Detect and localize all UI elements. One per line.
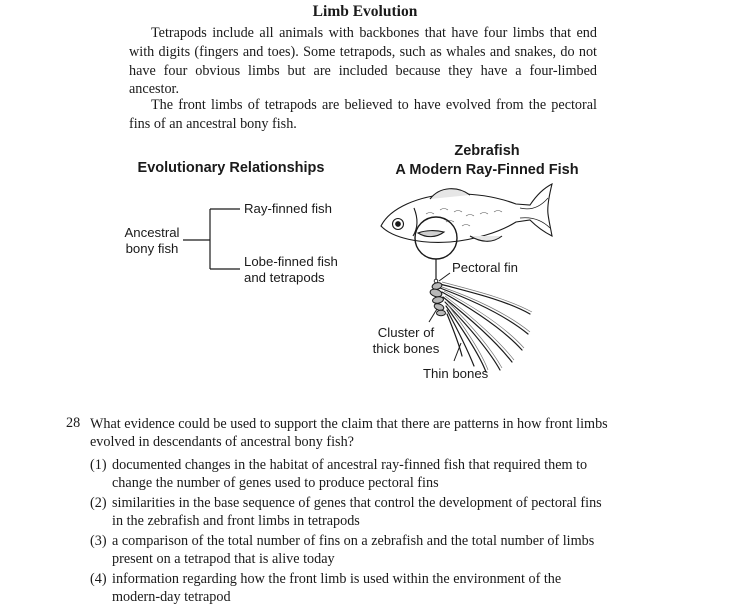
- cluster-bones-leader: [429, 309, 437, 322]
- tree-branch-lobe-line2: and tetrapods: [244, 270, 325, 285]
- answer-option-1[interactable]: [90, 456, 610, 492]
- tree-branch-lobe-line1: Lobe-finned fish: [244, 254, 338, 269]
- option-number: (2): [90, 495, 107, 511]
- zebrafish-body: [381, 184, 552, 242]
- question-number: 28: [66, 415, 81, 431]
- page-title: Limb Evolution: [312, 3, 418, 20]
- zebrafish-title-line1: Zebrafish: [454, 143, 520, 159]
- option-number: (4): [90, 571, 107, 587]
- option-number: (1): [90, 457, 107, 473]
- pectoral-fin-label: Pectoral fin: [452, 260, 518, 275]
- thin-bones-label: Thin bones: [423, 366, 489, 381]
- answer-option-4[interactable]: [90, 570, 610, 606]
- tree-branch-ray-finned: Ray-finned fish: [244, 201, 332, 216]
- tree-root-label-line1: Ancestral: [124, 225, 180, 240]
- pectoral-fin-leader: [439, 273, 450, 281]
- option-text: similarities in the base sequence of genes that control the development of pectoral fins in the zebrafish and front limbs in tetrapods: [112, 495, 602, 529]
- answer-option-3[interactable]: [90, 532, 610, 568]
- answer-option-2[interactable]: [90, 494, 610, 530]
- tree-title: Evolutionary Relationships: [137, 160, 325, 176]
- thin-bones-leader: [454, 343, 461, 361]
- question-text: What evidence could be used to support the claim that there are patterns in how front limbs evolved in descendants of ancestral bony fish?: [90, 416, 608, 450]
- evolution-tree-lines: [183, 209, 240, 269]
- pectoral-fin-skeleton: [429, 279, 532, 372]
- tree-root-label-line2: bony fish: [125, 241, 179, 256]
- cluster-bones-line1: Cluster of: [377, 325, 435, 340]
- cluster-bones-line2: thick bones: [372, 341, 440, 356]
- option-text: documented changes in the habitat of ancestral ray-finned fish that required them to change the number of genes used to produce pectoral fins: [112, 457, 588, 491]
- option-text: a comparison of the total number of fins on a zebrafish and the total number of limbs present on a tetrapod that is alive today: [112, 533, 595, 567]
- zebrafish-title-line2: A Modern Ray-Finned Fish: [395, 162, 579, 178]
- passage-paragraph-2: The front limbs of tetrapods are believed to have evolved from the pectoral fins of an ancestral bony fish.: [129, 97, 597, 132]
- passage-paragraph-1: Tetrapods include all animals with backbones that have four limbs that end with digits (fingers and toes). Some tetrapods, such as whales and snakes, do not have four obvious limbs but are included because they have a four-limbed ancestor.: [129, 25, 597, 98]
- option-text: information regarding how the front limb is used within the environment of the modern-day tetrapod: [112, 571, 562, 605]
- option-number: (3): [90, 533, 107, 549]
